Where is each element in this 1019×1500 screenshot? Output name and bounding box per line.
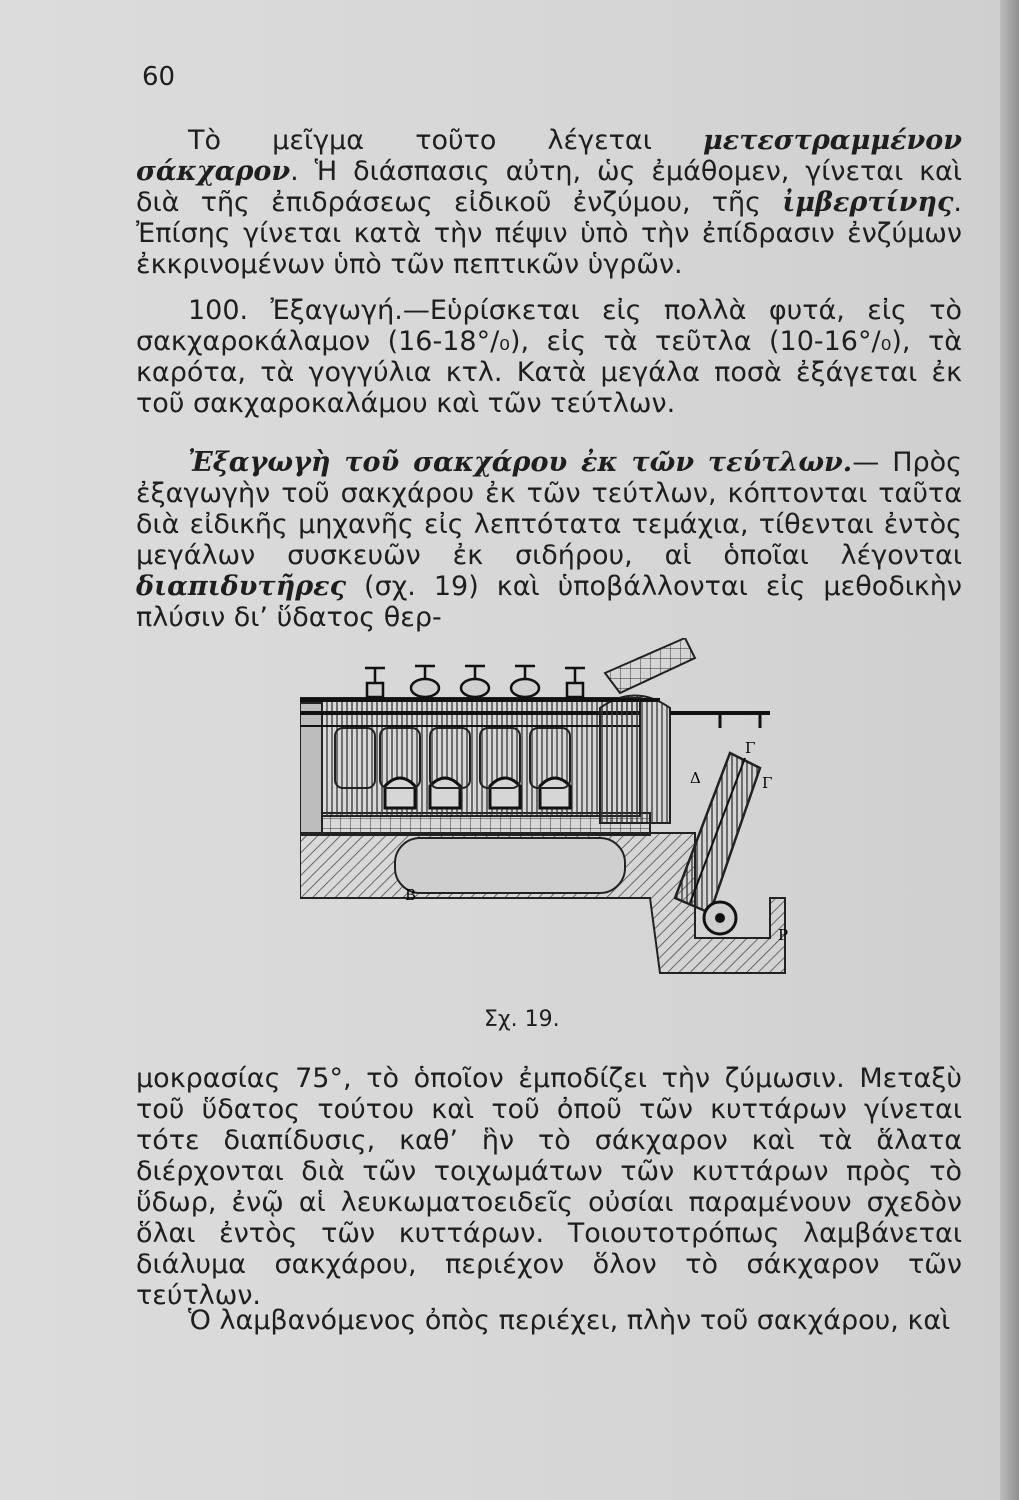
figure-label-beta: Β [405,886,417,904]
diffuser-illustration [300,638,800,1008]
page-edge-shadow [1000,0,1019,1500]
text-run: (σχ. 19) καὶ ὑποβάλλονται εἰς μεθοδικὴν πλύσιν δι’ ὕδατος θερ- [136,571,962,633]
text-run: Τὸ μεῖγμα τοῦτο λέγεται [188,125,704,156]
figure-caption: Σχ. 19. [484,1007,560,1032]
paragraph-juice: Ὁ λαμβανόμενος ὀπὸς περιέχει, πλὴν τοῦ σακχάρου, καὶ [188,1305,951,1336]
page-number: 60 [142,62,176,92]
figure-label-delta: Δ [690,769,701,787]
figure-label-rho: Ρ [778,926,789,944]
text-run: — Πρὸς ἐξαγωγὴν τοῦ σακχάρου ἐκ τῶν τεύτλων, κόπτονται ταῦτα διὰ εἰδικῆς μηχανῆς εἰς λεπτότατα τεμάχια, τίθενται ἐντὸς μεγάλων συσκευῶν ἐκ σιδήρου, αἱ ὁποῖαι λέγονται [136,447,963,571]
text-run: . Ἡ διάσπασις αὐτη, ὡς ἐμάθομεν, γίνεται καὶ διὰ τῆς ἐπιδράσεως εἰδικοῦ ἐνζύμου, τῆς [136,156,962,218]
term-diffusers: διαπιδυτῆρες [136,571,347,602]
paragraph-beet-extraction [136,447,962,645]
paragraph-inverted-sugar [136,125,962,292]
term-invertin: ἰμβερτίνης [782,187,954,218]
paragraph-extraction [136,295,962,431]
figure-label-gamma-1: Γ [745,739,756,757]
text-run: . Ἐπίσης γίνεται κατὰ τὴν πέψιν ὑπὸ τὴν ἐπίδρασιν ἐνζύμων ἐκκρινομένων ὑπὸ τῶν πεπτικῶν ὑγρῶν. [136,187,962,280]
text-run: —Εὑρίσκεται εἰς πολλὰ φυτά, εἰς τὸ σακχαροκάλαμον (16-18°/₀), εἰς τὰ τεῦτλα (10-16°/₀), τὰ καρότα, τὰ γογγύλια κτλ. Κατὰ μεγάλα ποσὰ ἐξάγεται ἐκ τοῦ σακχαροκαλάμου καὶ τῶν τεύτλων. [136,295,962,419]
section-heading: 100. Ἐξαγωγή. [188,295,403,326]
figure-label-gamma-2: Γ [762,774,773,792]
paragraph-diffusion: μοκρασίας 75°, τὸ ὁποῖον ἐμποδίζει τὴν ζύμωσιν. Μεταξὺ τοῦ ὕδατος τούτου καὶ τοῦ ὀποῦ τῶν κυττάρων γίνεται τότε διαπίδυσις, καθ’ ἣν τὸ σάκχαρον καὶ τὰ ἅλατα διέρχονται διὰ τῶν τοιχωμάτων τῶν κυττάρων πρὸς τὸ ὕδωρ, ἐνῷ αἱ λευκωματοειδεῖς οὐσίαι παραμένουν σχεδὸν ὅλαι ἐντὸς τῶν κυττάρων. Τοιουτοτρόπως λαμβάνεται διάλυμα σακχάρου, περιέχον ὅλον τὸ σάκχαρον τῶν τεύτλων. [136,1063,962,1311]
subsection-heading: Ἐξαγωγὴ τοῦ σακχάρου ἐκ τῶν τεύτλων. [188,447,853,478]
term-inverted-sugar: μετεστραμμένον σάκχαρον [136,125,962,187]
